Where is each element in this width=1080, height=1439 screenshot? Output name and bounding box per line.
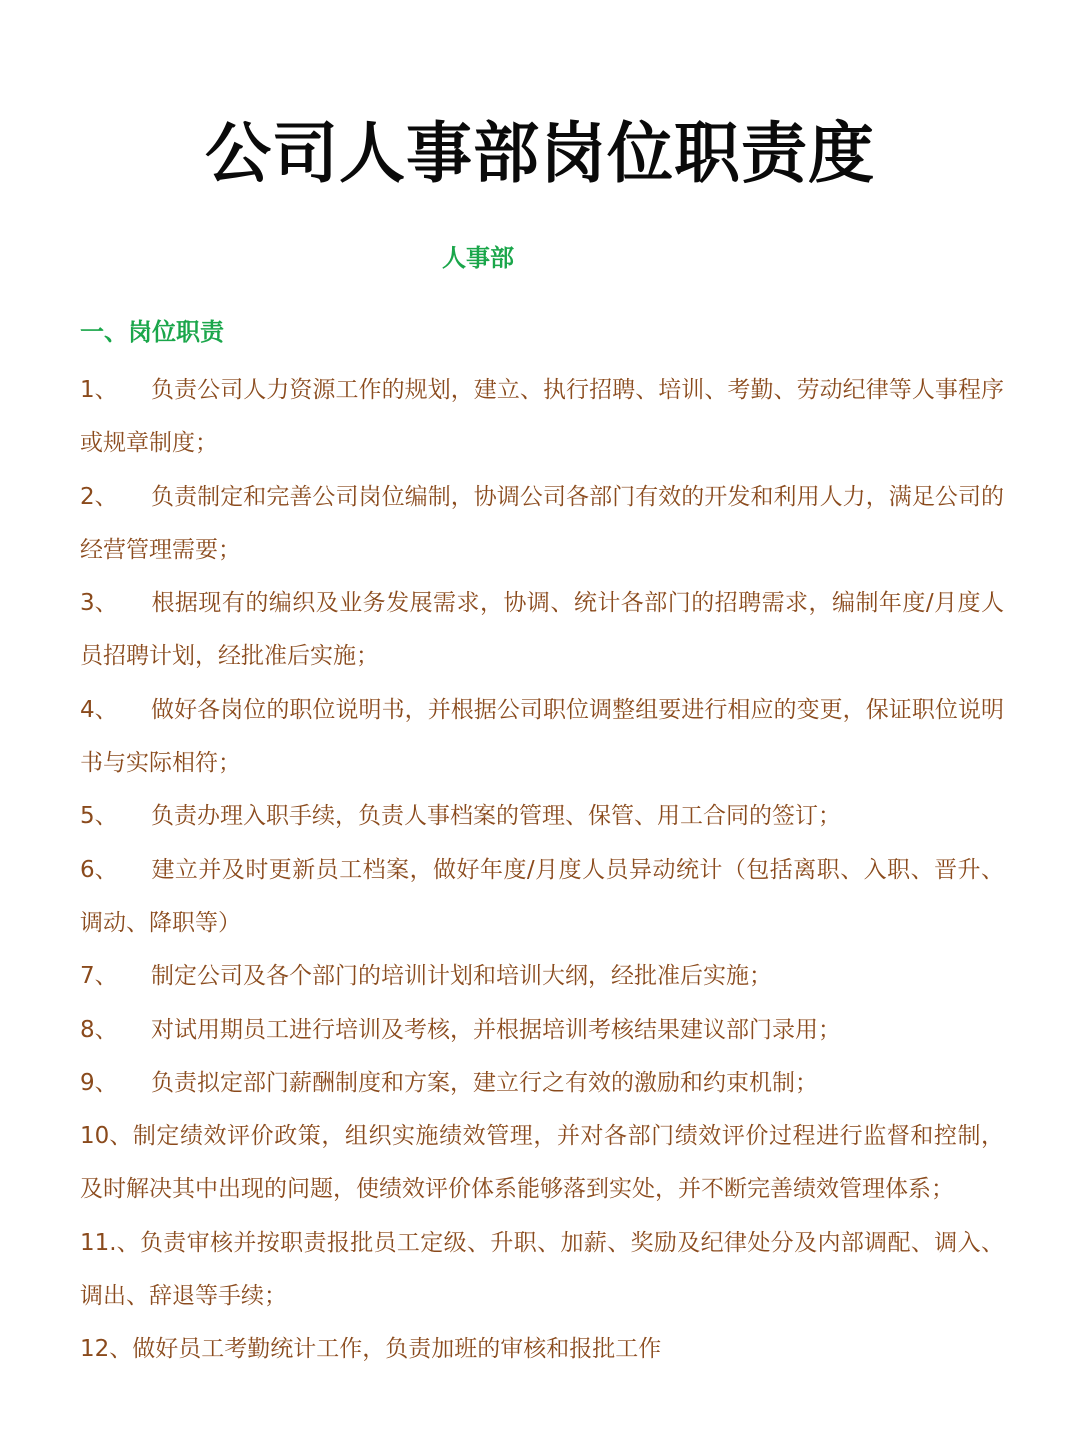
item-text: 制定公司及各个部门的培训计划和培训大纲，经批准后实施； [151,963,772,990]
item-text: 做好各岗位的职位说明书，并根据公司职位调整组要进行相应的变更，保证职位说明书与实际相符； [80,696,1004,777]
item-number: 2、 [80,483,118,510]
item-number: 5、 [80,803,118,830]
list-item [80,1217,1004,1324]
list-item [80,1323,1004,1376]
list-item [80,844,1004,951]
list-item [80,790,1004,843]
list-item [80,1110,1004,1217]
item-text: 建立并及时更新员工档案，做好年度/月度人员异动统计（包括离职、入职、晋升、调动、降职等） [80,856,1004,936]
list-item [80,684,1004,791]
item-number: 7、 [80,963,118,990]
item-text: 做好员工考勤统计工作，负责加班的审核和报批工作 [132,1336,662,1363]
item-text: 负责公司人力资源工作的规划，建立、执行招聘、培训、考勤、劳动纪律等人事程序或规章制度； [80,377,1004,457]
item-number: 11.、 [80,1229,140,1256]
item-text: 负责办理入职手续，负责人事档案的管理、保管、用工合同的签订； [151,803,841,830]
list-item [80,471,1004,578]
item-number: 6、 [80,856,118,883]
list-item [80,1004,1004,1057]
item-text: 制定绩效评价政策，组织实施绩效管理，并对各部门绩效评价过程进行监督和控制，及时解决其中出现的问题，使绩效评价体系能够落到实处，并不断完善绩效管理体系； [80,1123,1004,1203]
department-label: 人事部 [442,244,514,272]
duty-list [80,364,1004,1377]
section-heading: 一、岗位职责 [80,318,224,346]
document-title: 公司人事部岗位职责度 [205,115,875,192]
item-number: 9、 [80,1069,118,1096]
item-text: 负责制定和完善公司岗位编制，协调公司各部门有效的开发和利用人力，满足公司的经营管理需要； [80,483,1004,563]
item-number: 3、 [80,590,118,617]
list-item [80,1057,1004,1110]
list-item [80,364,1004,471]
item-text: 根据现有的编织及业务发展需求，协调、统计各部门的招聘需求，编制年度/月度人员招聘计划，经批准后实施； [80,590,1004,670]
item-number: 12、 [80,1336,133,1363]
list-item [80,577,1004,684]
item-number: 4、 [80,696,118,723]
list-item [80,950,1004,1003]
item-number: 8、 [80,1016,118,1043]
item-number: 1、 [80,377,118,403]
item-text: 对试用期员工进行培训及考核，并根据培训考核结果建议部门录用； [151,1016,841,1043]
item-number: 10、 [80,1123,133,1150]
item-text: 负责审核并按职责报批员工定级、升职、加薪、奖励及纪律处分及内部调配、调入、调出、辞退等手续； [80,1229,1004,1310]
item-text: 负责拟定部门薪酬制度和方案，建立行之有效的激励和约束机制； [151,1069,818,1096]
